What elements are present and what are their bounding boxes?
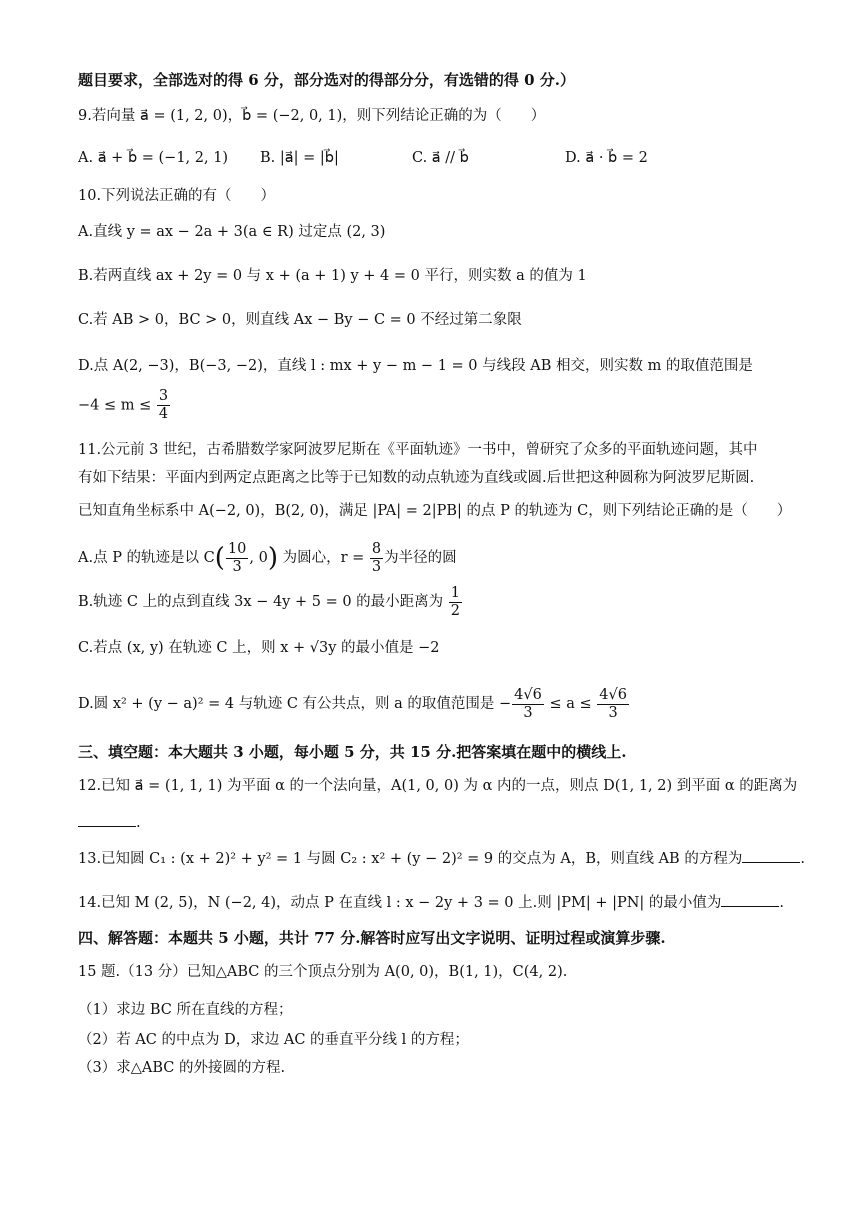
q10-option-c: C.若 AB > 0，BC > 0，则直线 Ax − By − C = 0 不经过第二象限 — [78, 312, 522, 328]
q11-b-num: 1 — [450, 584, 461, 601]
q12-line2 — [78, 812, 141, 833]
q11-a-radius-den: 3 — [371, 558, 382, 575]
section-note: 题目要求，全部选对的得 6 分，部分选对的得部分分，有选错的得 0 分.） — [78, 71, 575, 89]
q9-option-b: B. |a⃗| = |b⃗| — [260, 150, 339, 166]
q11-line3: 已知直角坐标系中 A(−2, 0)，B(2, 0)，满足 |PA| = 2|PB| 的点 P 的轨迹为 C，则下列结论正确的是（ ） — [78, 503, 792, 519]
q11-line1: 11.公元前 3 世纪，古希腊数学家阿波罗尼斯在《平面轨迹》一书中，曾研究了众多的平面轨迹问题，其中 — [78, 442, 758, 458]
q11-option-b — [78, 584, 463, 620]
q11-b-fraction — [449, 585, 462, 620]
q12-tail: . — [136, 815, 141, 831]
q11-b-den: 2 — [450, 602, 461, 619]
section-3-heading: 三、填空题：本大题共 3 小题，每小题 5 分，共 15 分.把答案填在题中的横线上. — [78, 743, 627, 761]
q11-a-center-tail: , 0 — [249, 550, 268, 566]
paren-right-icon: ) — [267, 543, 278, 573]
q11-d-num-left: 4√6 — [514, 686, 542, 703]
q11-b-prefix: B.轨迹 C 上的点到直线 3x − 4y + 5 = 0 的最小距离为 — [78, 594, 444, 610]
q15-part3: （3）求△ABC 的外接圆的方程. — [78, 1060, 286, 1076]
q15-part1: （1）求边 BC 所在直线的方程； — [78, 1002, 293, 1018]
q9-stem: 9.若向量 a⃗ = (1, 2, 0)，b⃗ = (−2, 0, 1)，则下列结论正确的为（ ） — [78, 108, 546, 124]
q11-d-den-right: 3 — [608, 704, 618, 721]
q11-d-mid: ≤ a ≤ — [549, 696, 592, 712]
q13-text: 13.已知圆 C₁ : (x + 2)² + y² = 1 与圆 C₂ : x² + (y − 2)² = 9 的交点为 A，B，则直线 AB 的方程为 — [78, 851, 743, 867]
q11-a-prefix: A.点 P 的轨迹是以 C — [78, 550, 215, 566]
q14-tail: . — [779, 895, 785, 911]
q11-a-center-fraction — [226, 541, 248, 576]
q11-d-num-right: 4√6 — [599, 686, 627, 703]
q11-a-radius-fraction — [370, 541, 383, 576]
section-4-heading: 四、解答题：本题共 5 小题，共计 77 分.解答时应写出文字说明、证明过程或演算步骤. — [78, 929, 666, 947]
q10-stem: 10.下列说法正确的有（ ） — [78, 188, 276, 204]
paren-left-icon: ( — [214, 543, 225, 573]
q12-line1: 12.已知 a⃗ = (1, 1, 1) 为平面 α 的一个法向量，A(1, 0, 0) 为 α 内的一点，则点 D(1, 1, 2) 到平面 α 的距离为 — [78, 778, 798, 794]
q10-option-a: A.直线 y = ax − 2a + 3(a ∈ R) 过定点 (2, 3) — [78, 224, 386, 240]
q11-a-center-den: 3 — [232, 558, 242, 575]
q11-option-a — [78, 538, 457, 578]
q10-option-b: B.若两直线 ax + 2y = 0 与 x + (a + 1) y + 4 = 0 平行，则实数 a 的值为 1 — [78, 268, 587, 284]
q11-option-c: C.若点 (x, y) 在轨迹 C 上，则 x + √3y 的最小值是 −2 — [78, 640, 440, 656]
q10-d-fraction — [157, 388, 170, 423]
q14 — [78, 892, 784, 913]
q11-d-prefix: D.圆 x² + (y − a)² = 4 与轨迹 C 有公共点，则 a 的取值范围是 − — [78, 696, 512, 712]
q9-option-d: D. a⃗ · b⃗ = 2 — [565, 150, 648, 166]
q11-d-fraction-right — [597, 687, 629, 722]
q11-a-radius-num: 8 — [371, 540, 382, 557]
q10-d-numerator: 3 — [158, 388, 169, 404]
q9-option-c: C. a⃗ // b⃗ — [412, 150, 469, 166]
q15-part2: （2）若 AC 的中点为 D，求边 AC 的垂直平分线 l 的方程； — [78, 1032, 469, 1048]
q10-option-d-line1: D.点 A(2, −3)，B(−3, −2)，直线 l : mx + y − m − 1 = 0 与线段 AB 相交，则实数 m 的取值范围是 — [78, 358, 753, 374]
q13-tail: . — [800, 851, 805, 867]
q11-a-post: 为半径的圆 — [384, 550, 457, 566]
q15-stem: 15 题.（13 分）已知△ABC 的三个顶点分别为 A(0, 0)，B(1, 1)，C(4, 2). — [78, 964, 568, 980]
q10-d-denominator: 4 — [158, 406, 169, 422]
q14-text: 14.已知 M (2, 5)，N (−2, 4)，动点 P 在直线 l : x − 2y + 3 = 0 上.则 |PM| + |PN| 的最小值为 — [78, 895, 722, 911]
q11-d-fraction-left — [512, 687, 544, 722]
q11-a-center-num: 10 — [227, 540, 247, 557]
q11-a-mid: 为圆心，r = — [282, 550, 365, 566]
q9-option-a: A. a⃗ + b⃗ = (−1, 2, 1) — [78, 150, 229, 166]
q13 — [78, 848, 805, 869]
q11-line2: 有如下结果：平面内到两定点距离之比等于已知数的动点轨迹为直线或圆.后世把这种圆称为阿波罗尼斯圆. — [78, 470, 755, 486]
q10-option-d-range — [78, 388, 171, 423]
answer-blank[interactable] — [721, 892, 779, 907]
answer-blank[interactable] — [742, 848, 800, 863]
q11-d-den-left: 3 — [523, 704, 533, 721]
q11-option-d — [78, 684, 630, 724]
q10-d-range-left: −4 ≤ m ≤ — [78, 397, 152, 414]
answer-blank[interactable] — [78, 812, 136, 827]
